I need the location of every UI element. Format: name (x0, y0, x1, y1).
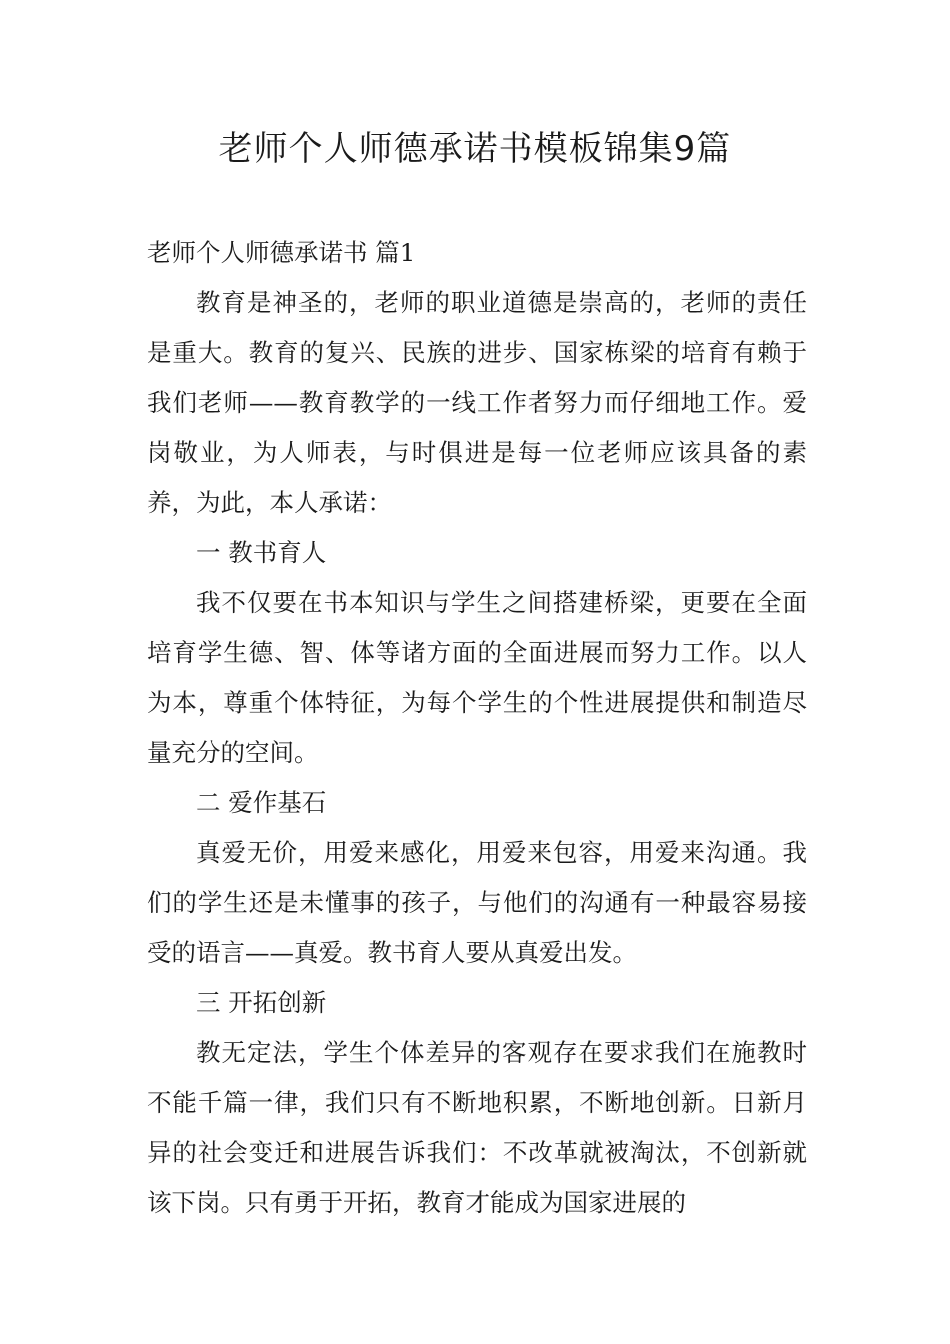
paragraph-innovation: 教无定法，学生个体差异的客观存在要求我们在施教时不能千篇一律，我们只有不断地积累，不断地创新。日新月异的社会变迁和进展告诉我们：不改革就被淘汰，不创新就该下岗。只有勇于开拓，教育才能成为国家进展的 (147, 1038, 807, 1217)
heading-teaching: 一 教书育人 (196, 538, 327, 567)
paragraph-teaching: 我不仅要在书本知识与学生之间搭建桥梁，更要在全面培育学生德、智、体等诸方面的全面进展而努力工作。以人为本，尊重个体特征，为每个学生的个性进展提供和制造尽量充分的空间。 (147, 588, 807, 767)
paragraph-love: 真爱无价，用爱来感化，用爱来包容，用爱来沟通。我们的学生还是未懂事的孩子，与他们的沟通有一种最容易接受的语言——真爱。教书育人要从真爱出发。 (147, 838, 807, 967)
document-title: 老师个人师德承诺书模板锦集9篇 (218, 129, 732, 169)
section-label: 老师个人师德承诺书 篇1 (147, 238, 416, 267)
paragraph-intro: 教育是神圣的，老师的职业道德是崇高的，老师的责任是重大。教育的复兴、民族的进步、国家栋梁的培育有赖于我们老师——教育教学的一线工作者努力而仔细地工作。爱岗敬业，为人师表，与时俱进是每一位老师应该具备的素养，为此，本人承诺： (147, 288, 807, 517)
heading-love: 二 爱作基石 (196, 788, 327, 817)
heading-innovation: 三 开拓创新 (196, 988, 327, 1017)
document-body (147, 228, 807, 1228)
